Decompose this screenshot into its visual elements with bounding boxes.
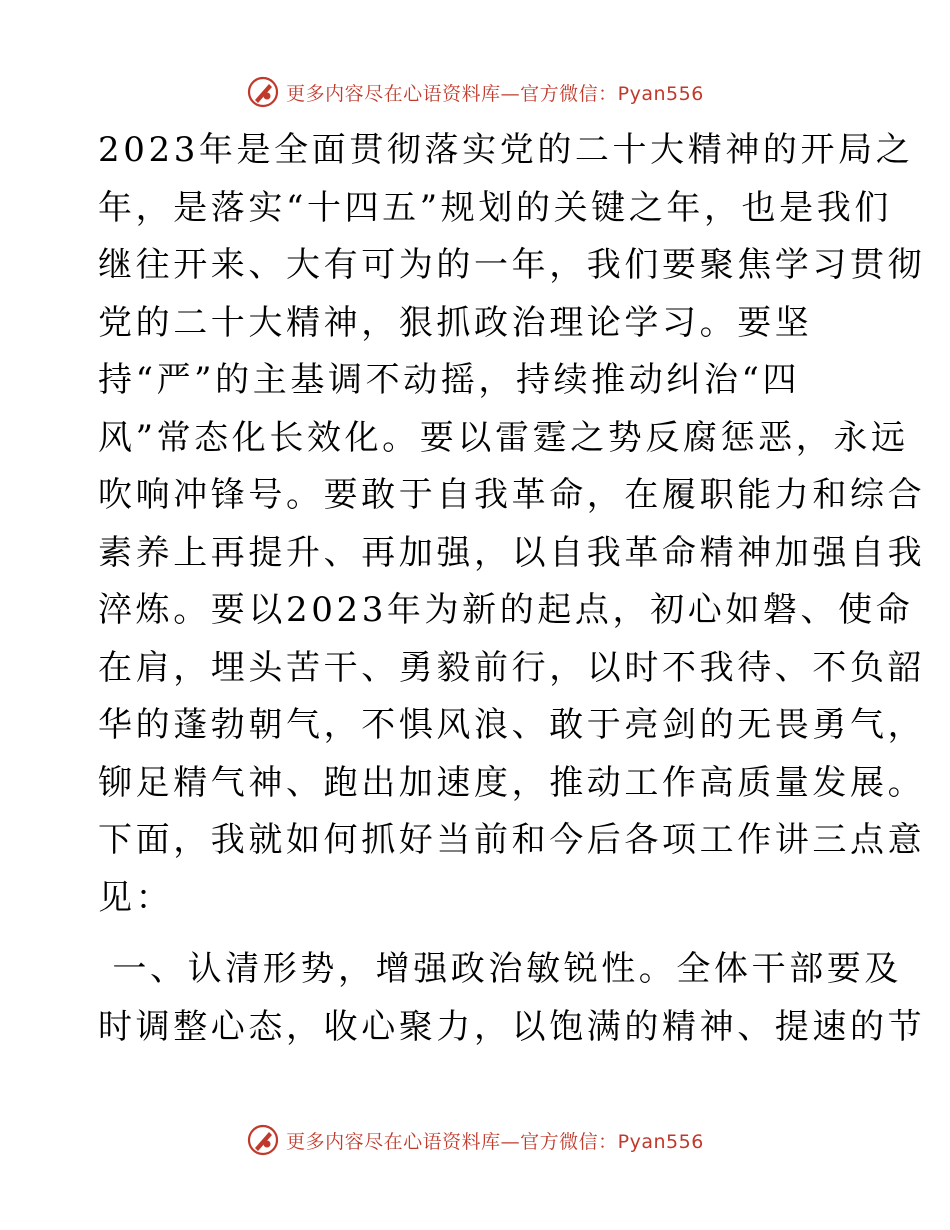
header-banner-text: 更多内容尽在心语资料库—官方微信：Pyan556 <box>286 82 704 105</box>
text-line: 吹响冲锋号。要敢于自我革命，在履职能力和综合 <box>98 475 926 515</box>
text-line: 淬炼。要以2023年为新的起点，初心如磐、使命 <box>98 590 914 630</box>
paragraph-intro <box>98 122 926 927</box>
text-line: 2023年是全面贯彻落实党的二十大精神的开局之 <box>98 130 914 170</box>
paragraph-spacer <box>98 927 858 941</box>
text-line: 一、认清形势，增强政治敏锐性。全体干部要及 <box>98 949 903 989</box>
text-line: 党的二十大精神，狠抓政治理论学习。要坚 <box>98 302 813 343</box>
text-line: 风”常态化长效化。要以雷霆之势反腐惩恶，永远 <box>98 417 909 458</box>
text-line: 素养上再提升、再加强，以自我革命精神加强自我 <box>98 532 926 573</box>
paragraph-section-one <box>98 941 926 1056</box>
header-wechat-id: Pyan556 <box>617 82 704 105</box>
text-line: 在肩，埋头苦干、勇毅前行，以时不我待、不负韶 <box>98 647 926 688</box>
footer-banner-text: 更多内容尽在心语资料库—官方微信：Pyan556 <box>286 1130 704 1153</box>
text-line: 华的蓬勃朝气，不惧风浪、敢于亮剑的无畏勇气， <box>98 705 926 745</box>
document-body <box>98 122 926 1056</box>
text-line: 继往开来、大有可为的一年，我们要聚焦学习贯彻 <box>98 245 926 285</box>
text-line: 时调整心态，收心聚力，以饱满的精神、提速的节 <box>98 1006 926 1047</box>
footer-wechat-id: Pyan556 <box>617 1130 704 1153</box>
header-banner <box>0 72 950 112</box>
pen-seal-logo-icon <box>246 1123 280 1157</box>
text-line: 持“严”的主基调不动摇，持续推动纠治“四 <box>98 360 801 400</box>
footer-banner <box>0 1120 950 1160</box>
text-line: 见： <box>98 877 174 918</box>
text-line: 年，是落实“十四五”规划的关键之年，也是我们 <box>98 187 892 228</box>
text-line: 铆足精气神、跑出加速度，推动工作高质量发展。 <box>98 762 926 803</box>
text-line: 下面，我就如何抓好当前和今后各项工作讲三点意 <box>98 820 926 860</box>
pen-seal-logo-icon <box>246 75 280 109</box>
